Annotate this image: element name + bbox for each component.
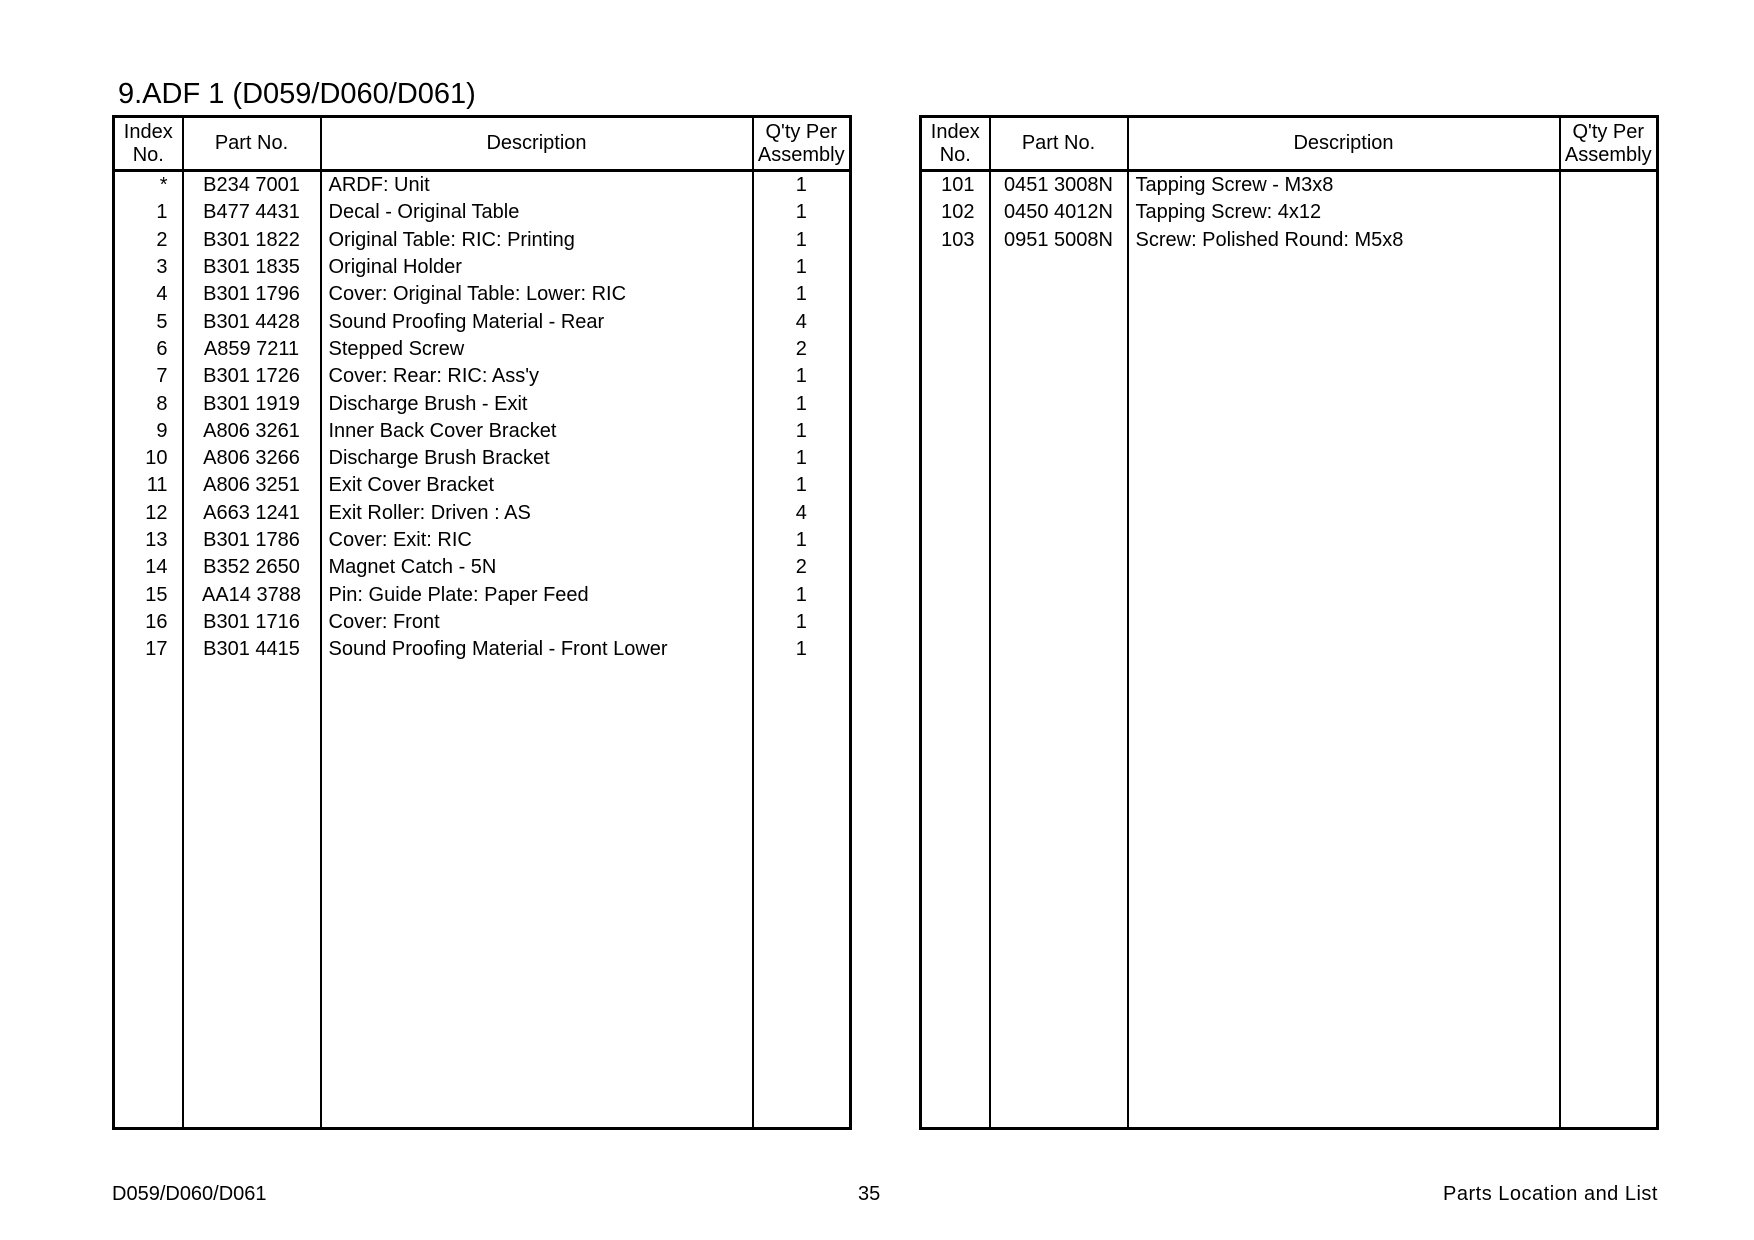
table-filler-row [114,663,851,1128]
table-row [114,227,851,254]
qty-cell: 4 [795,310,807,333]
qty-cell: 1 [795,392,807,415]
header-index-line1: Index [930,120,980,143]
description-cell: Tapping Screw: 4x12 [1128,199,1560,226]
header-qty-line1: Q'ty Per [1572,120,1645,143]
table-filler-row [921,254,1658,1129]
index-cell: 10 [114,445,183,472]
table-row [921,171,1658,200]
part-no-cell: B301 1786 [183,527,321,554]
footer-section-title: Parts Location and List [1443,1183,1658,1205]
part-no-cell: A806 3266 [183,445,321,472]
table-row [114,500,851,527]
index-cell: 6 [114,336,183,363]
qty-cell: 1 [795,201,807,224]
description-cell: Cover: Original Table: Lower: RIC [321,281,753,308]
qty-cell: 2 [795,337,807,360]
description-cell: Original Holder [321,254,753,281]
description-cell: Discharge Brush Bracket [321,445,753,472]
table-row [114,527,851,554]
qty-cell: 1 [795,283,807,306]
index-cell: 103 [921,227,990,254]
description-cell: Sound Proofing Material - Front Lower [321,636,753,663]
parts-table-left-body [114,171,851,1129]
part-no-cell: B301 4428 [183,308,321,335]
table-row [114,445,851,472]
description-cell: Magnet Catch - 5N [321,554,753,581]
qty-cell: 1 [795,583,807,606]
footer-page-number: 35 [858,1183,881,1205]
description-cell: Cover: Front [321,609,753,636]
table-row [921,227,1658,254]
table-row [114,609,851,636]
parts-table-left [112,115,852,1130]
table-row [114,336,851,363]
empty-cell [990,254,1128,1129]
parts-table-right [919,115,1659,1130]
table-header-row [921,117,1658,171]
table-row [114,281,851,308]
description-cell: Exit Roller: Driven : AS [321,500,753,527]
qty-cell: 1 [795,174,807,197]
part-no-cell: 0450 4012N [990,199,1128,226]
qty-cell: 1 [795,529,807,551]
index-cell: 16 [114,609,183,636]
empty-cell [1560,254,1658,1129]
part-no-cell: B301 1716 [183,609,321,636]
index-cell: 3 [114,254,183,281]
qty-cell: 1 [795,419,807,442]
qty-cell: 1 [795,228,807,251]
index-cell: 5 [114,308,183,335]
part-no-cell: B301 1796 [183,281,321,308]
table-row [114,199,851,226]
description-cell: Inner Back Cover Bracket [321,418,753,445]
index-cell: 12 [114,500,183,527]
part-no-cell: B234 7001 [183,171,321,200]
table-row [114,554,851,581]
part-no-cell: A859 7211 [183,336,321,363]
part-no-cell: B301 4415 [183,636,321,663]
header-description: Description [321,117,753,171]
description-cell: Exit Cover Bracket [321,472,753,499]
table-row [114,418,851,445]
part-no-cell: B301 1919 [183,390,321,417]
header-description: Description [1128,117,1560,171]
description-cell: Cover: Exit: RIC [321,527,753,554]
index-cell: 15 [114,581,183,608]
qty-cell: 1 [795,638,807,661]
header-part-no: Part No. [183,117,321,171]
part-no-cell: 0951 5008N [990,227,1128,254]
index-cell: 7 [114,363,183,390]
index-cell: 13 [114,527,183,554]
parts-table-right-body [921,171,1658,1129]
index-cell: 101 [921,171,990,200]
empty-cell [753,663,851,1128]
empty-cell [114,663,183,1128]
header-index-line1: Index [123,120,173,143]
description-cell: Original Table: RIC: Printing [321,227,753,254]
qty-cell: 1 [795,256,807,279]
description-cell: Discharge Brush - Exit [321,390,753,417]
table-row [114,254,851,281]
table-header-row [114,117,851,171]
index-cell: 9 [114,418,183,445]
table-row [921,199,1658,226]
index-cell: 11 [114,472,183,499]
index-cell: 102 [921,199,990,226]
empty-cell [921,254,990,1129]
part-no-cell: AA14 3788 [183,581,321,608]
table-row [114,636,851,663]
index-cell: 1 [114,199,183,226]
table-row [114,390,851,417]
index-cell: 8 [114,390,183,417]
empty-cell [1128,254,1560,1129]
footer-model-number: D059/D060/D061 [112,1183,267,1205]
table-row [114,363,851,390]
qty-cell: 1 [795,610,807,633]
qty-cell [1560,171,1658,200]
description-cell: Stepped Screw [321,336,753,363]
index-cell: * [114,171,183,200]
part-no-cell: A663 1241 [183,500,321,527]
part-no-cell: B301 1726 [183,363,321,390]
part-no-cell: 0451 3008N [990,171,1128,200]
part-no-cell: B352 2650 [183,554,321,581]
part-no-cell: B301 1822 [183,227,321,254]
qty-cell [1560,199,1658,226]
description-cell: Sound Proofing Material - Rear [321,308,753,335]
index-cell: 14 [114,554,183,581]
description-cell: Screw: Polished Round: M5x8 [1128,227,1560,254]
qty-cell: 1 [795,365,807,388]
table-row [114,581,851,608]
description-cell: ARDF: Unit [321,171,753,200]
index-cell: 4 [114,281,183,308]
index-cell: 17 [114,636,183,663]
header-index-line2: No. [939,143,971,166]
header-qty [1560,117,1658,171]
page-title: 9.ADF 1 (D059/D060/D061) [118,78,476,110]
header-index-no [114,117,183,171]
description-cell: Cover: Rear: RIC: Ass'y [321,363,753,390]
description-cell: Tapping Screw - M3x8 [1128,171,1560,200]
table-row [114,472,851,499]
part-no-cell: B477 4431 [183,199,321,226]
qty-cell: 1 [795,474,807,497]
empty-cell [321,663,753,1128]
qty-cell: 4 [795,501,807,524]
header-qty-line1: Q'ty Per [765,120,838,143]
part-no-cell: B301 1835 [183,254,321,281]
qty-cell: 2 [795,556,807,579]
header-part-no: Part No. [990,117,1128,171]
description-cell: Decal - Original Table [321,199,753,226]
table-row [114,308,851,335]
empty-cell [183,663,321,1128]
part-no-cell: A806 3251 [183,472,321,499]
header-qty-line2: Assembly [757,143,845,166]
table-row [114,171,851,200]
header-qty-line2: Assembly [1564,143,1652,166]
part-no-cell: A806 3261 [183,418,321,445]
header-index-line2: No. [132,143,164,166]
index-cell: 2 [114,227,183,254]
qty-cell [1560,227,1658,254]
qty-cell: 1 [795,447,807,470]
header-qty [753,117,851,171]
description-cell: Pin: Guide Plate: Paper Feed [321,581,753,608]
header-index-no [921,117,990,171]
